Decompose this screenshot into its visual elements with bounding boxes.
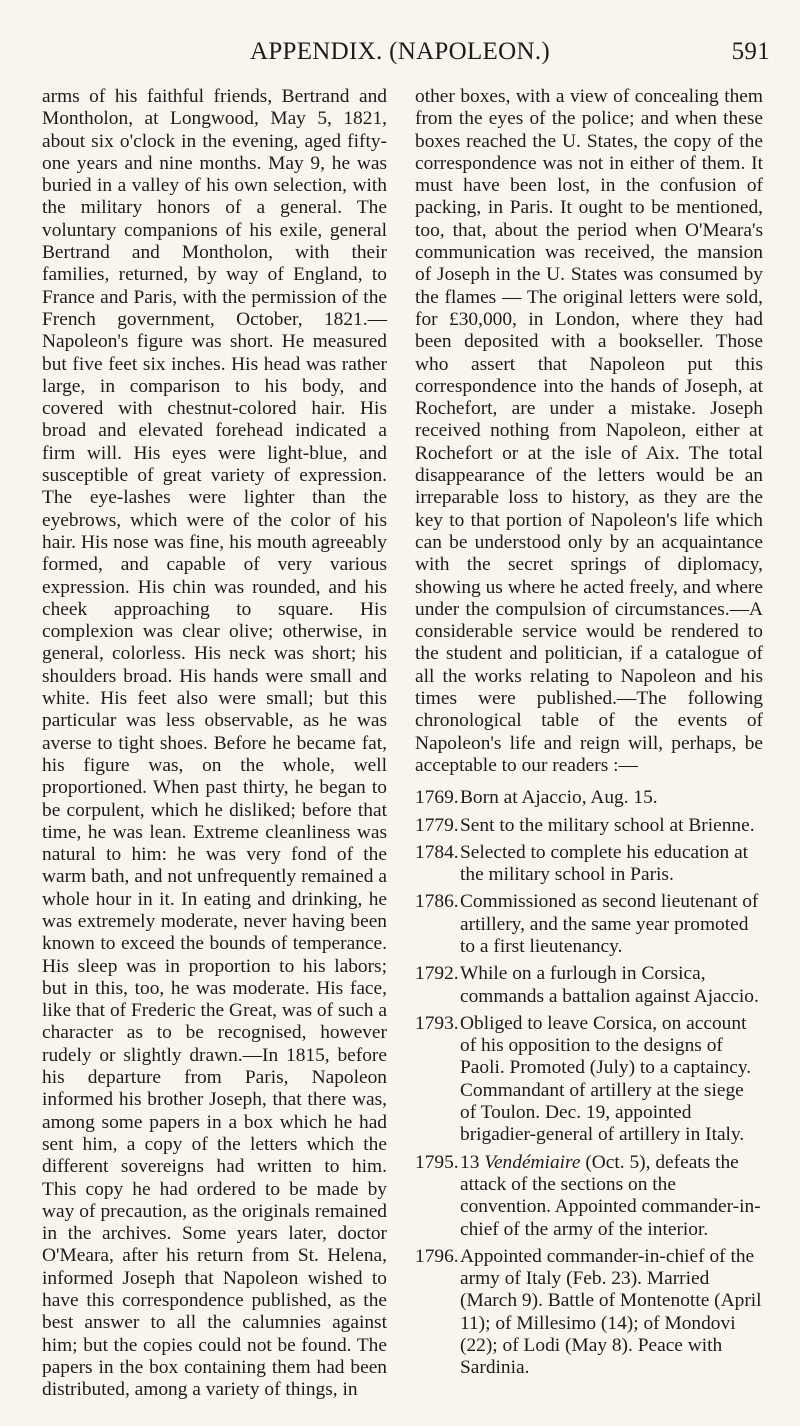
left-column [42,86,387,1402]
chronology-year: 1779. [415,814,459,836]
event-day-number: 13 [460,1151,480,1173]
event-italic-term: Vendémiaire [484,1151,581,1173]
chronology-event: Appointed commander-in-chief of the army of Italy (Feb. 23). Married (March 9). Battle of Montenotte (April 11); of Millesimo (14); of Mondovi (22); of Lodi (May 8). Peace with Sardinia. [460,1245,762,1379]
chronology-entry [415,1246,763,1380]
chronology-entry [415,891,763,958]
right-column [415,86,763,1385]
chronology-event [460,1152,763,1241]
chronology-year: 1795. [415,1151,459,1173]
chronology-list [415,787,763,1379]
chronology-year: 1793. [415,1012,459,1034]
chronology-event: Commissioned as second lieutenant of artillery, and the same year promoted to a first lieutenancy. [460,891,759,957]
chronology-event: Selected to complete his education at the military school in Paris. [460,841,749,886]
chronology-entry [415,787,763,809]
right-column-text: other boxes, with a view of concealing them from the eyes of the police; and when these boxes reached the U. States, the copy of the correspondence was not in either of them. It must have been lost, in the confusion of packing, in Paris. It ought to be mentioned, too, that, about the period when O'Meara's communication was received, the mansion of Joseph in the U. States was consumed by the flames — The original letters were sold, for £30,000, in London, where they had been deposited with a bookseller. Those who assert that Napoleon put this correspondence into the hands of Joseph, at Rochefort, are under a mistake. Joseph received nothing from Napoleon, either at Rochefort or at the isle of Aix. The total disappearance of the letters would be an irreparable loss to history, as they are the key to that portion of Napoleon's life which can be understood only by an acquaintance with the secret springs of diplomacy, showing us where he acted freely, and where under the compulsion of circumstances.—A considerable service would be rendered to the student and politician, if a catalogue of all the works relating to Napoleon and his times were published.—The following chronological table of the events of Napoleon's life and reign will, perhaps, be acceptable to our readers :— [415,86,763,776]
page-number: 591 [731,38,770,65]
chronology-entry [415,842,763,887]
chronology-year: 1769. [415,787,459,809]
page-header [30,38,770,78]
chronology-event: Sent to the military school at Brienne. [460,814,755,836]
left-column-text: arms of his faithful friends, Bertrand and Montholon, at Longwood, May 5, 1821, about six o'clock in the evening, aged fifty-one years and nine months. May 9, he was buried in a valley of his own selection, with the military honors of a general. The voluntary companions of his exile, general Bertrand and Montholon, with their families, returned, by way of England, to France and Paris, with the permission of the French government, October, 1821.—Napoleon's figure was short. He measured but five feet six inches. His head was rather large, in comparison to his body, and covered with chestnut-colored hair. His broad and elevated forehead indicated a firm will. His eyes were light-blue, and susceptible of great variety of expression. The eye-lashes were lighter than the eyebrows, which were of the color of his hair. His nose was fine, his mouth agreeably formed, and capable of very various expression. His chin was rounded, and his cheek approaching to square. His complexion was clear olive; otherwise, in general, colorless. His neck was short; his shoulders broad. His hands were small and white. His feet also were small; but this particular was less observable, as he was averse to tight shoes. Before he became fat, his figure was, on the whole, well proportioned. When past thirty, he began to be corpulent, which he disliked; before that time, he was lean. Extreme cleanliness was natural to him: he was very fond of the warm bath, and not unfrequently remained a whole hour in it. In eating and drinking, he was extremely moderate, never having been known to exceed the bounds of temperance. His sleep was in proportion to his labors; but in this, too, he was moderate. His face, like that of Frederic the Great, was of such a character as to be recognised, however rudely or slightly drawn.—In 1815, before his departure from Paris, Napoleon informed his brother Joseph, that there was, among some papers in a box which he had sent him, a copy of the letters which the different sovereigns had written to him. This copy he had ordered to be made by way of precaution, as the originals remained in the archives. Some years later, doctor O'Meara, after his return from St. Helena, informed Joseph that Napoleon wished to have this correspondence published, as the best answer to all the calumnies against him; but the copies could not be found. The papers in the box containing them had been distributed, among a variety of things, in [42,86,387,1401]
running-title: APPENDIX. (NAPOLEON.) [249,38,551,65]
chronology-entry [415,815,763,837]
chronology-entry [415,963,763,1008]
event-text: (Oct. 5), defeats the attack of the sections on the convention. Appointed commander-in-chief of the army of the interior. [460,1151,761,1240]
chronology-year: 1796. [415,1245,459,1267]
chronology-year: 1784. [415,841,459,863]
chronology-year: 1792. [415,963,459,985]
chronology-event: Born at Ajaccio, Aug. 15. [460,787,658,809]
chronology-year: 1786. [415,891,459,913]
chronology-entry [415,1152,763,1241]
chronology-event: Obliged to leave Corsica, on account of his opposition to the designs of Paoli. Promoted (July) to a captaincy. Commandant of artillery at the siege of Toulon. Dec. 19, appointed brigadier-general of artillery in Italy. [460,1012,752,1146]
chronology-entry [415,1013,763,1147]
chronology-event: While on a furlough in Corsica, commands a battalion against Ajaccio. [460,963,759,1007]
